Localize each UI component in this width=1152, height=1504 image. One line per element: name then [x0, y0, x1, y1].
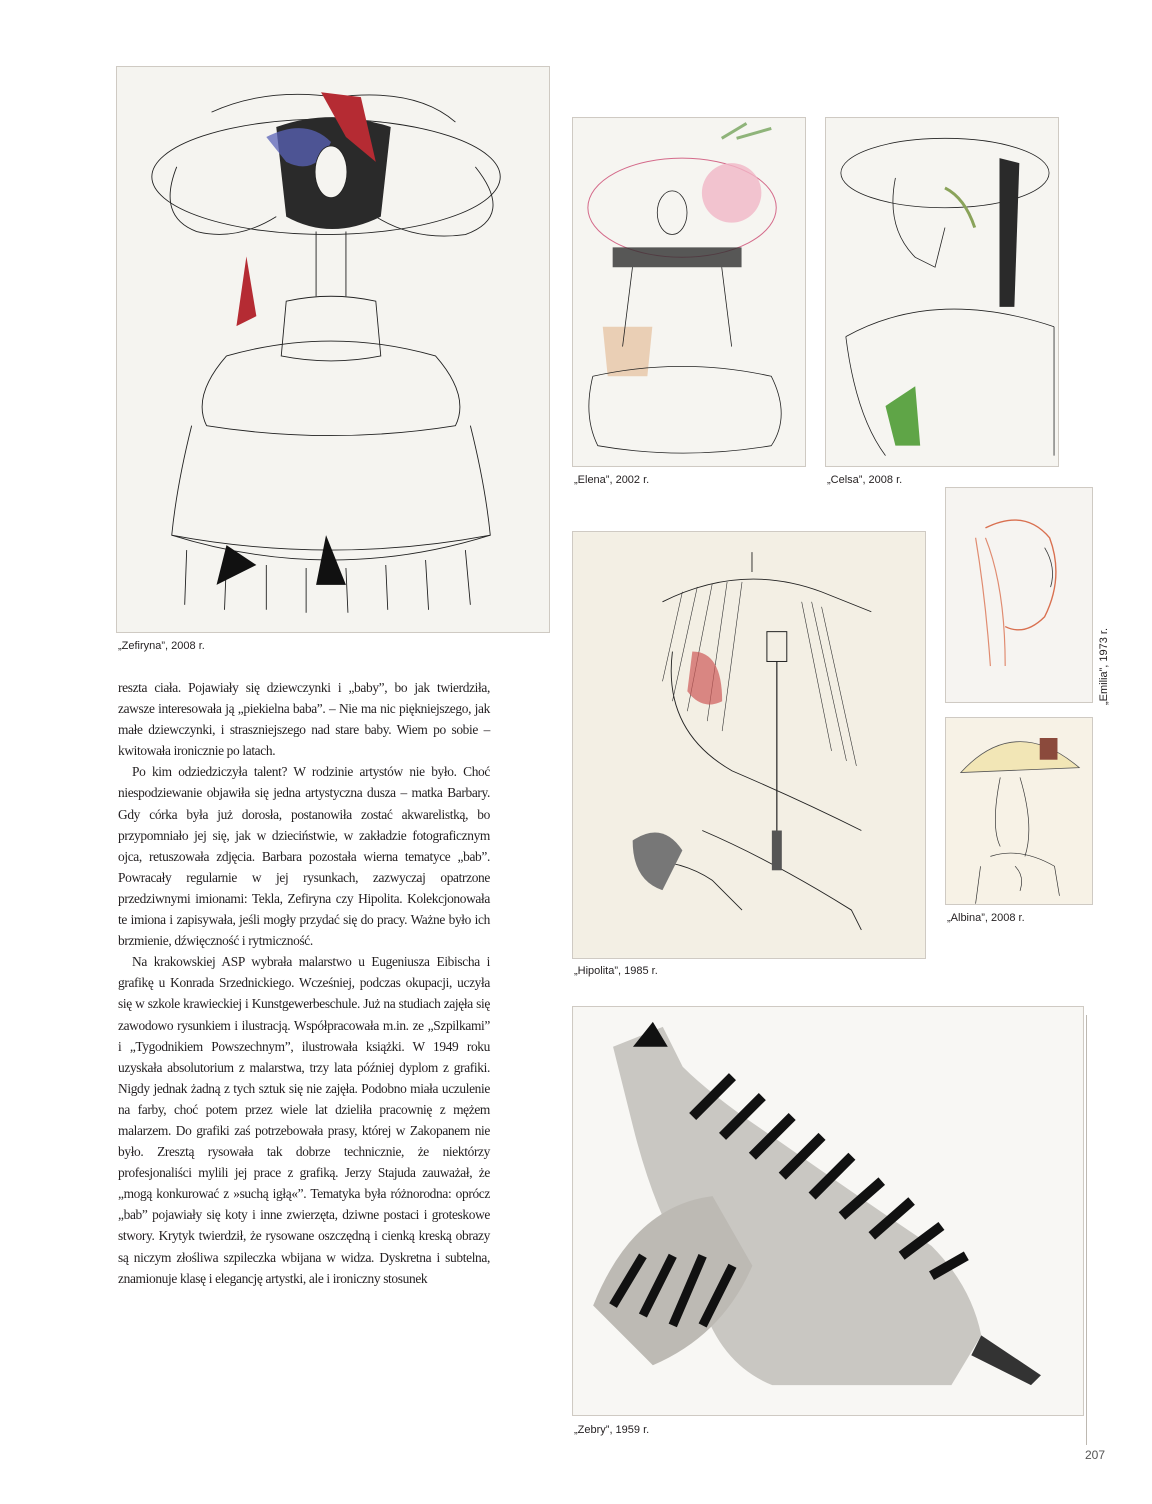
artwork-celsa — [825, 117, 1059, 467]
caption-hipolita: „Hipolita”, 1985 r. — [574, 965, 658, 977]
article-body — [118, 677, 490, 1289]
artwork-zefiryna — [116, 66, 550, 633]
caption-elena: „Elena”, 2002 r. — [574, 474, 650, 486]
artwork-zebry — [572, 1006, 1084, 1416]
artwork-hipolita — [572, 531, 926, 959]
paragraph: Na krakowskiej ASP wybrała malarstwo u Eugeniusza Eibischa i grafikę u Konrada Srzednickiego. Wcześniej, podczas okupacji, uczyła się w szkole krawieckiej i Kunstgewerbeschule. Już na studiach zajęła się zawodowo rysunkiem i ilustracją. Współpracowała m.in. ze „Szpilkami” i „Tygodnikiem Powszechnym”, ilustrowała książki. W 1949 roku uzyskała absolutorium z malarstwa, trzy lata później dyplom z grafiki. Nigdy jednak żadną z tych sztuk się nie zajęła. Podobno miała uczulenie na farby, choć potem przez wiele lat dzieliła pracownię z mężem malarzem. Do grafiki zaś potrzebowała prasy, której w Zakopanem nie było. Zresztą rysowała tak dobrze technicznie, że niektórzy profesjonaliści mylili jej prace z grafiką. Jerzy Stajuda zauważał, że „mogą konkurować z »suchą igłą«”. Tematyka była różnorodna: oprócz „bab” pojawiały się koty i inne zwierzęta, dziwne postaci i groteskowe stwory. Krytyk twierdził, że rysowane oszczędną i cienką kreską obrazy są niczym złośliwa szpileczka wbijana w widza. Dyskretna i subtelna, znamionuje klasę i elegancję artystki, ale i ironiczny stosunek — [118, 954, 490, 1286]
caption-albina: „Albina”, 2008 r. — [947, 912, 1025, 924]
zebry-drawing — [573, 1007, 1083, 1415]
caption-zebry: „Zebry”, 1959 r. — [574, 1424, 650, 1436]
hipolita-drawing — [573, 532, 925, 958]
celsa-drawing — [826, 118, 1058, 466]
paragraph: reszta ciała. Pojawiały się dziewczynki i „baby”, bo jak twierdziła, zawsze interesowała ją „piekielna baba”. – Nie ma nic piękniejszego, jak małe dziewczynki, i straszniejszego nad stare baby. Wiem po sobie – kwitowała ironicznie po latach. — [118, 680, 490, 759]
paragraph: Po kim odziedziczyła talent? W rodzinie artystów nie było. Choć niespodziewanie objawiła się jedna artystyczna dusza – matka Barbary. Gdy córka była już dorosła, postanowiła zostać akwarelistką, bo przypomniało jej się, jak w dzieciństwie, w zakładzie fotograficznym ojca, retuszowała zdjęcia. Barbara pozostała wierna tematyce „bab”. Powracały regularnie w jej rysunkach, zazwyczaj opatrzone przedziwnymi imionami: Tekla, Zefiryna czy Hipolita. Kolekcjonowała te imiona i zapisywała, jeśli mogły przydać się do pracy. Ważne było ich brzmienie, dźwięczność i rytmiczność. — [118, 764, 490, 949]
albina-drawing — [946, 718, 1092, 904]
caption-zefiryna: „Zefiryna”, 2008 r. — [118, 640, 205, 652]
zefiryna-drawing — [117, 67, 549, 632]
artwork-albina — [945, 717, 1093, 905]
page-number: 207 — [1085, 1448, 1106, 1462]
caption-celsa: „Celsa”, 2008 r. — [827, 474, 903, 486]
artwork-emilia — [945, 487, 1093, 703]
caption-emilia: „Emilia”, 1973 r. — [1098, 627, 1110, 705]
elena-drawing — [573, 118, 805, 466]
emilia-drawing — [946, 488, 1092, 702]
page-edge-rule — [1086, 1015, 1087, 1445]
artwork-elena — [572, 117, 806, 467]
